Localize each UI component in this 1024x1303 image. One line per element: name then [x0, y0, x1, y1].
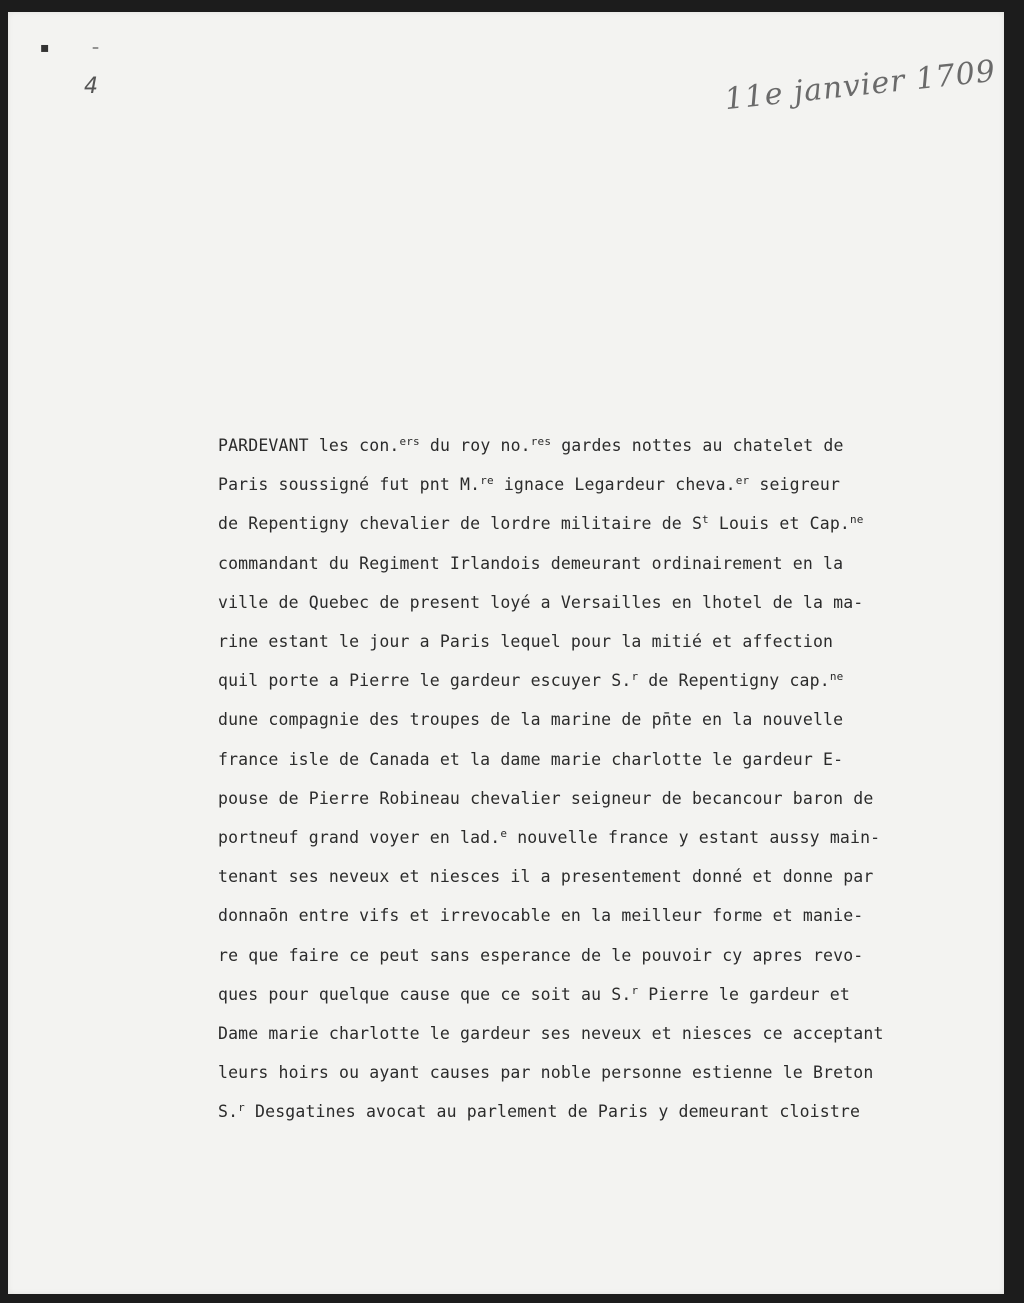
- typed-text-block: [218, 426, 998, 1132]
- line-segment: de Repentigny cap.: [638, 671, 830, 691]
- text-line: [218, 740, 998, 779]
- line-segment: ques pour quelque cause que ce soit au S.: [218, 984, 632, 1004]
- line-segment: portneuf grand voyer en lad.: [218, 828, 501, 848]
- superscript-abbreviation: e: [500, 826, 508, 840]
- superscript-abbreviation: ne: [850, 513, 864, 527]
- superscript-abbreviation: r: [238, 1101, 245, 1115]
- text-line: [218, 622, 998, 661]
- text-line: [218, 857, 998, 896]
- superscript-abbreviation: res: [530, 434, 552, 448]
- line-segment: de Repentigny chevalier de lordre militaire de S: [218, 514, 703, 534]
- line-segment: Pierre le gardeur et: [638, 984, 850, 1004]
- page-number: 4: [84, 74, 98, 99]
- line-segment: gardes nottes au chatelet de: [551, 436, 844, 455]
- text-line: [218, 1014, 998, 1053]
- line-segment: S.: [218, 1102, 239, 1122]
- line-segment: Dame marie charlotte le gardeur ses neveux et niesces ce acceptant: [218, 1024, 884, 1044]
- superscript-abbreviation: ne: [829, 670, 844, 684]
- superscript-abbreviation: t: [702, 513, 709, 527]
- text-line: [218, 818, 998, 857]
- line-segment: nouvelle france y estant aussy main-: [507, 828, 881, 848]
- text-line: [218, 896, 998, 935]
- document-page: [8, 12, 1004, 1294]
- line-segment: Paris soussigné fut pnt M.: [218, 475, 481, 495]
- text-line: [218, 544, 998, 583]
- line-segment: pouse de Pierre Robineau chevalier seigneur de becancour baron de: [218, 788, 874, 808]
- superscript-abbreviation: ers: [399, 434, 420, 448]
- line-segment: dune compagnie des troupes de la marine de pn̄te en la nouvelle: [218, 710, 844, 730]
- text-line: [218, 1053, 998, 1092]
- text-line: [218, 465, 998, 504]
- text-line: [218, 504, 998, 543]
- line-segment: rine estant le jour a Paris lequel pour la mitié et affection: [218, 632, 834, 652]
- superscript-abbreviation: r: [631, 670, 639, 684]
- text-line: [218, 936, 998, 975]
- text-line: [218, 661, 998, 700]
- handwritten-date: 11e janvier 1709: [722, 53, 998, 118]
- text-line: [218, 1092, 998, 1131]
- line-segment: ville de Quebec de present loyé a Versailles en lhotel de la ma-: [218, 592, 864, 612]
- text-line: [218, 779, 998, 818]
- line-segment: ignace Legardeur cheva.: [493, 475, 736, 495]
- text-line: [218, 426, 998, 465]
- line-segment: france isle de Canada et la dame marie charlotte le gardeur E-: [218, 749, 844, 769]
- text-line: [218, 583, 998, 622]
- superscript-abbreviation: r: [631, 983, 639, 997]
- line-segment: du roy no.: [419, 436, 531, 455]
- margin-mark-2: –: [92, 40, 99, 56]
- superscript-abbreviation: re: [480, 474, 494, 488]
- line-segment: seigreur: [749, 475, 841, 495]
- line-segment: commandant du Regiment Irlandois demeurant ordinairement en la: [218, 553, 844, 573]
- line-segment: PARDEVANT les con.: [218, 436, 400, 455]
- line-segment: re que faire ce peut sans esperance de le pouvoir cy apres revo-: [218, 945, 864, 965]
- line-segment: leurs hoirs ou ayant causes par noble personne estienne le Breton: [218, 1063, 874, 1083]
- line-segment: Desgatines avocat au parlement de Paris y demeurant cloistre: [244, 1102, 861, 1122]
- superscript-abbreviation: er: [735, 474, 750, 488]
- line-segment: tenant ses neveux et niesces il a presentement donné et donne par: [218, 867, 874, 887]
- line-segment: donnaōn entre vifs et irrevocable en la meilleur forme et maniе-: [218, 906, 864, 926]
- text-line: [218, 975, 998, 1014]
- text-line: [218, 700, 998, 739]
- margin-mark-1: ▪: [40, 40, 50, 56]
- line-segment: quil porte a Pierre le gardeur escuyer S.: [218, 671, 632, 691]
- line-segment: Louis et Cap.: [708, 514, 850, 534]
